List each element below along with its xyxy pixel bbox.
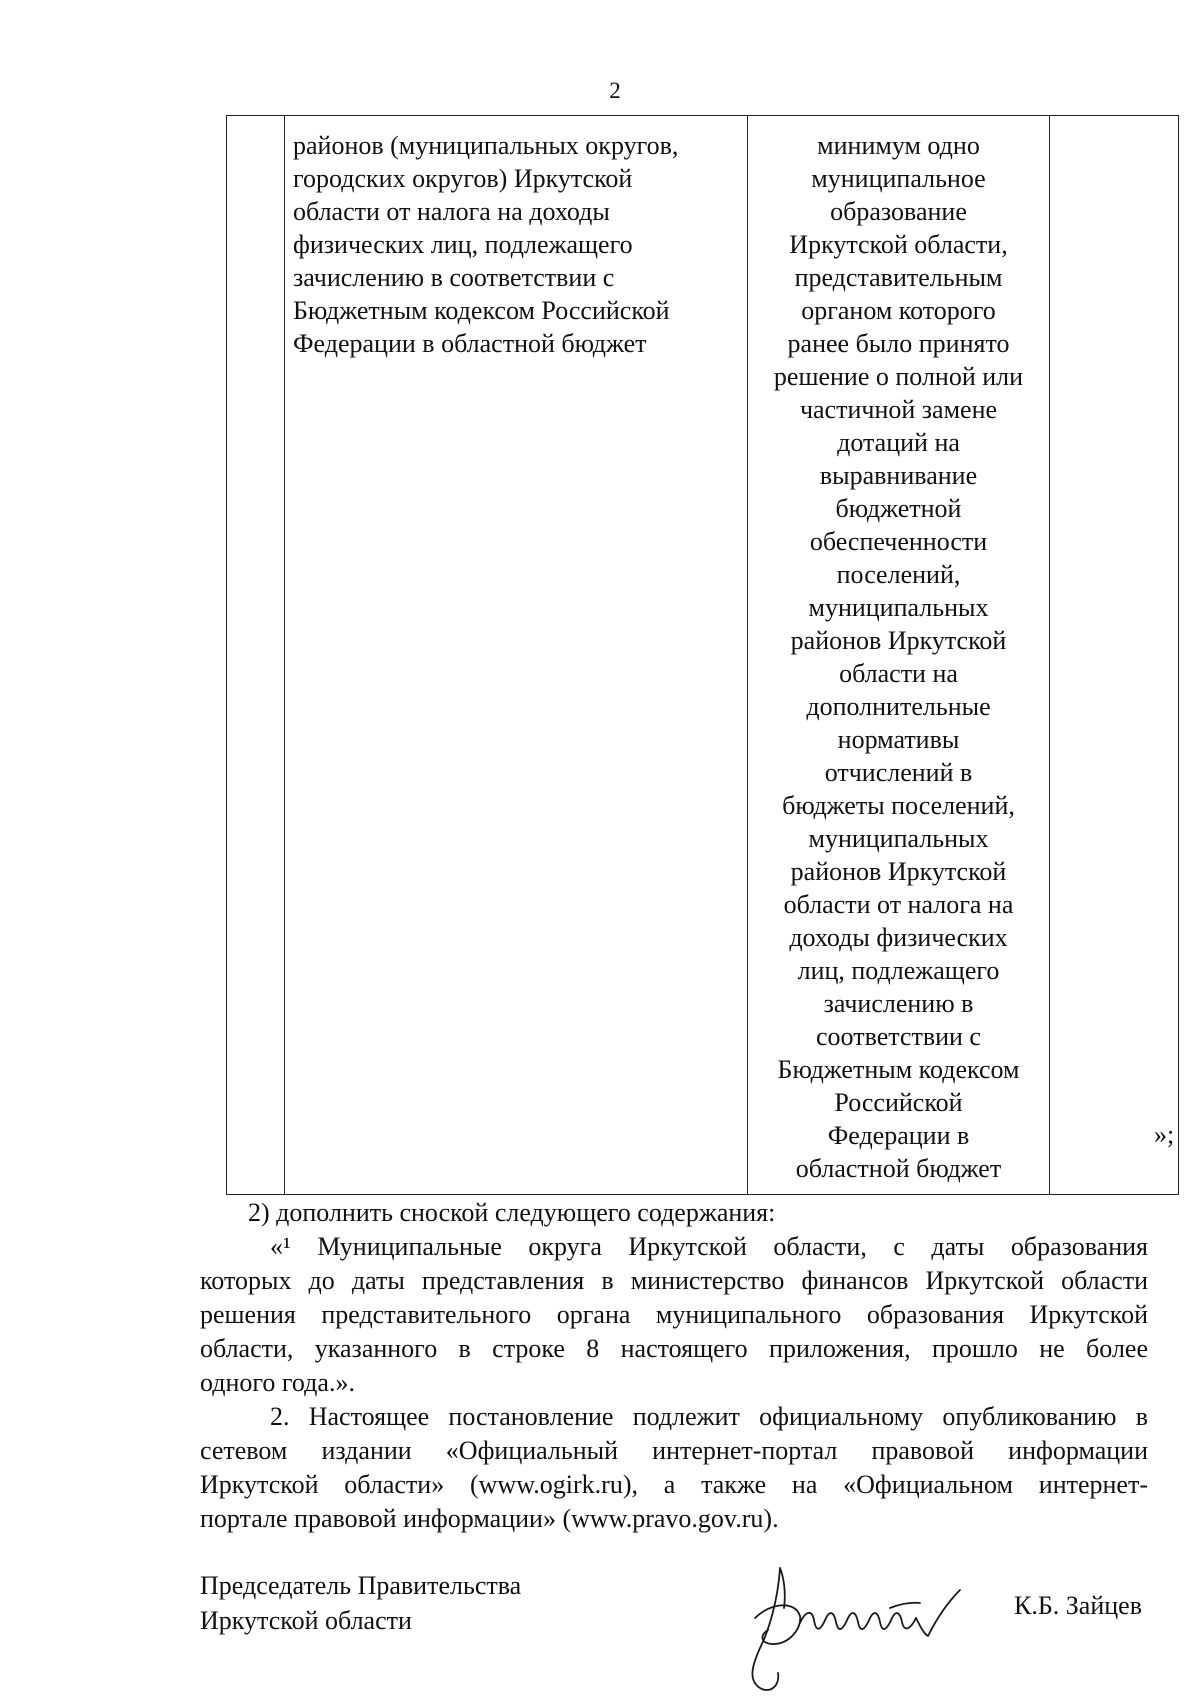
closing-quote-mark: »;	[1154, 1120, 1175, 1149]
cell-line: частичной замене	[799, 395, 998, 424]
signatory-title	[200, 1568, 521, 1638]
cell-line: Бюджетным кодексом Российской	[293, 296, 670, 325]
text-line	[200, 1434, 1148, 1468]
cell-line: обеспеченности	[809, 527, 988, 556]
cell-line: ранее было принято	[787, 329, 1010, 358]
text-line	[200, 1400, 1148, 1434]
table-row	[227, 116, 1179, 1195]
cell-line: Иркутской области,	[789, 230, 1008, 259]
table-cell-indicator	[285, 116, 748, 1195]
cell-line: Российской	[834, 1088, 963, 1117]
text-line	[200, 1298, 1148, 1332]
cell-line: представительным	[794, 263, 1003, 292]
cell-line: соответствии с	[816, 1022, 981, 1051]
cell-line: доходы физических	[789, 923, 1008, 952]
cell-line: поселений,	[836, 560, 961, 589]
cell-line: области от налога на	[783, 890, 1014, 919]
cell-line: нормативы	[837, 725, 960, 754]
cell-line: области на	[839, 659, 958, 688]
footnote-paragraph	[200, 1230, 1148, 1400]
text-line-content: области, указанного в строке 8 настоящего приложения, прошло не более	[200, 1334, 1148, 1363]
cell-line: муниципальное	[811, 164, 986, 193]
cell-line: Бюджетным кодексом	[777, 1055, 1020, 1084]
paragraph-2	[200, 1400, 1148, 1536]
page-number: 2	[609, 78, 621, 103]
cell-line: областной бюджет	[795, 1154, 1002, 1183]
signatory-name: К.Б. Зайцев	[1014, 1591, 1142, 1620]
text-line-content: которых до даты представления в министерство финансов Иркутской области	[200, 1266, 1148, 1295]
text-line-content: решения представительного органа муниципального образования Иркутской	[200, 1300, 1148, 1329]
cell-line: решение о полной или	[773, 362, 1024, 391]
document-body	[200, 1196, 1148, 1536]
cell-line: городских округов) Иркутской	[293, 164, 633, 193]
signatory-title-line: Председатель Правительства	[200, 1571, 522, 1600]
signatory-title-line: Иркутской области	[200, 1606, 412, 1635]
table-cell-empty	[1050, 116, 1179, 1195]
item-2-text: 2) дополнить сноской следующего содержания:	[248, 1198, 776, 1227]
cell-line: физических лиц, подлежащего	[293, 230, 633, 259]
cell-line: отчислений в	[824, 758, 973, 787]
text-line: одного года.».	[200, 1368, 355, 1397]
cell-line: дотаций на	[837, 428, 960, 457]
cell-line: выравнивание	[819, 461, 978, 490]
cell-line: Федерации в	[827, 1121, 970, 1150]
table-cell-number	[227, 116, 285, 1195]
cell-line: Федерации в областной бюджет	[293, 329, 647, 358]
amendment-table	[226, 115, 1179, 1195]
text-line	[200, 1264, 1148, 1298]
text-line-content: 2. Настоящее постановление подлежит официальному опубликованию в	[270, 1402, 1148, 1431]
text-line-content: «¹ Муниципальные округа Иркутской области, с даты образования	[270, 1232, 1148, 1261]
table-cell-criterion	[748, 116, 1050, 1195]
handwritten-signature	[740, 1548, 1000, 1698]
text-line	[200, 1332, 1148, 1366]
cell-line: минимум одно	[817, 131, 980, 160]
cell-line: районов Иркутской	[790, 857, 1007, 886]
cell-line: дополнительные	[806, 692, 991, 721]
cell-line: муниципальных	[808, 824, 989, 853]
cell-line: лиц, подлежащего	[797, 956, 1000, 985]
text-line	[200, 1230, 1148, 1264]
cell-line: районов (муниципальных округов,	[293, 131, 679, 160]
cell-line: районов Иркутской	[790, 626, 1007, 655]
cell-line: бюджетной	[835, 494, 962, 523]
cell-line: зачислению в соответствии с	[293, 263, 615, 292]
cell-line: бюджеты поселений,	[782, 791, 1015, 820]
cell-line: образование	[830, 197, 967, 226]
text-line-content: сетевом издании «Официальный интернет-портал правовой информации	[200, 1436, 1148, 1465]
text-line: портале правовой информации» (www.pravo.gov.ru).	[200, 1504, 779, 1533]
text-line-content: Иркутской области» (www.ogirk.ru), а также на «Официальном интернет-	[200, 1470, 1148, 1499]
cell-line: области от налога на доходы	[293, 197, 610, 226]
cell-line: органом которого	[801, 296, 996, 325]
cell-line: муниципальных	[808, 593, 989, 622]
text-line	[200, 1468, 1148, 1502]
cell-line: зачислению в	[823, 989, 974, 1018]
